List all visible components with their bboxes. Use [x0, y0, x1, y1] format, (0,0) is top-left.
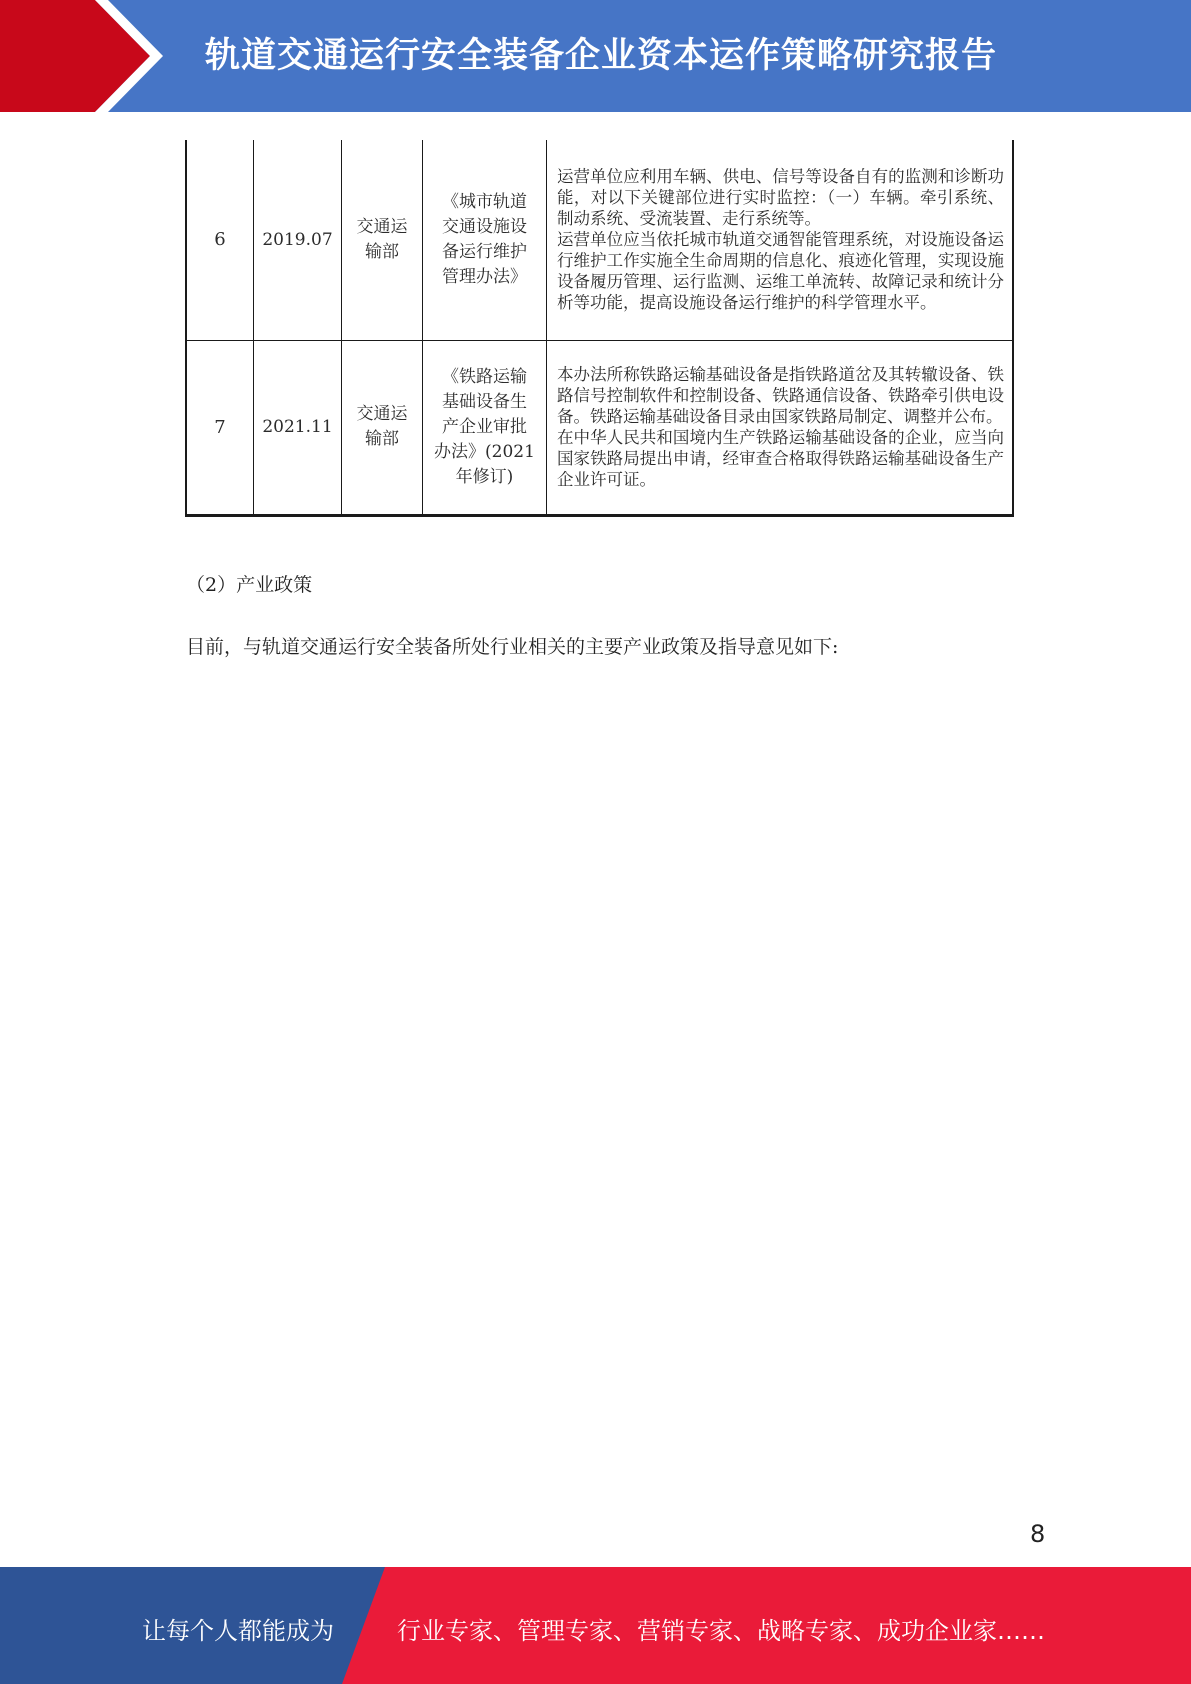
- report-title: 轨道交通运行安全装备企业资本运作策略研究报告: [205, 36, 998, 76]
- document-name-line: 《铁路运输: [442, 366, 527, 387]
- document-name-line: 基础设备生: [442, 391, 527, 412]
- table-row: [186, 140, 1013, 340]
- department-line: 交通运: [356, 404, 408, 424]
- document-name: [423, 340, 547, 515]
- page-number: 8: [1030, 1520, 1046, 1548]
- page-header: [0, 0, 1191, 112]
- row-number: 7: [186, 340, 254, 515]
- issue-date: 2019.07: [254, 140, 342, 340]
- department-line: 输部: [365, 241, 399, 262]
- regulation-content: [547, 140, 1014, 340]
- content-paragraph: 运营单位应当依托城市轨道交通智能管理系统，对设施设备运行维护工作实施全生命周期的信息化、痕迹化管理，实现设施设备履历管理、运行监测、运维工单流转、故障记录和统计分析等功能，提高设施设备运行维护的科学管理水平。: [557, 229, 1004, 312]
- document-name-line: 办法》(2021: [434, 441, 535, 462]
- content-paragraph: 本办法所称铁路运输基础设备是指铁路道岔及其转辙设备、铁路信号控制软件和控制设备、铁路通信设备、铁路牵引供电设备。铁路运输基础设备目录由国家铁路局制定、调整并公布。: [557, 364, 1004, 426]
- document-name-line: 备运行维护: [442, 241, 527, 262]
- department-line: 交通运: [356, 216, 408, 237]
- footer-slogan-left: 让每个人都能成为: [142, 1617, 334, 1645]
- regulations-table: [185, 140, 1014, 517]
- table-row: [186, 340, 1013, 515]
- page-footer: [0, 1567, 1191, 1684]
- document-name-line: 《城市轨道: [442, 191, 527, 212]
- issue-date: 2021.11: [254, 340, 342, 515]
- section-heading: （2）产业政策: [186, 574, 313, 596]
- intro-paragraph: 目前，与轨道交通运行安全装备所处行业相关的主要产业政策及指导意见如下:: [186, 636, 839, 658]
- document-name-line: 产企业审批: [442, 416, 527, 437]
- content-paragraph: 运营单位应利用车辆、供电、信号等设备自有的监测和诊断功能，对以下关键部位进行实时监控：（一）车辆。牵引系统、制动系统、受流装置、走行系统等。: [557, 166, 1004, 228]
- content-paragraph: 在中华人民共和国境内生产铁路运输基础设备的企业，应当向国家铁路局提出申请，经审查合格取得铁路运输基础设备生产企业许可证。: [557, 427, 1004, 489]
- chevron-decoration-icon: [0, 0, 170, 112]
- document-name-line: 管理办法》: [442, 266, 527, 287]
- regulation-content: [547, 340, 1014, 515]
- issuing-department: [342, 140, 423, 340]
- department-line: 输部: [365, 429, 399, 449]
- document-name: [423, 140, 547, 340]
- issuing-department: [342, 340, 423, 515]
- document-name-line: 年修订): [455, 466, 514, 487]
- footer-slogan-right: 行业专家、管理专家、营销专家、战略专家、成功企业家……: [397, 1617, 1045, 1645]
- row-number: 6: [186, 140, 254, 340]
- document-name-line: 交通设施设: [442, 216, 527, 237]
